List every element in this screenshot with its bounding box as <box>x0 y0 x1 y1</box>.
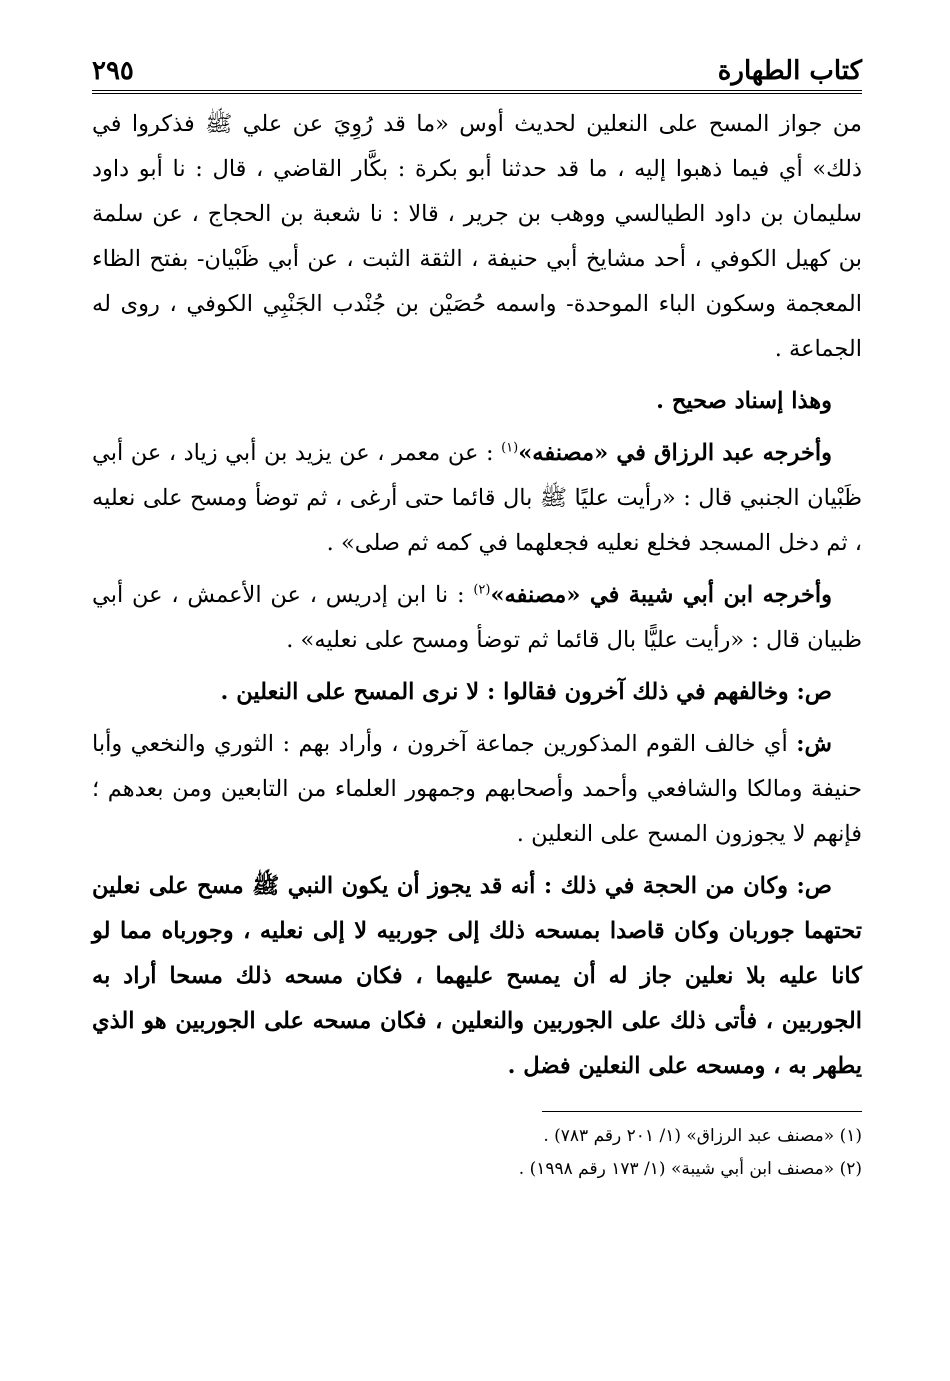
paragraph-3-lead: وأخرجه عبد الرزاق في «مصنفه» <box>518 440 832 466</box>
page-header <box>92 40 862 94</box>
paragraph-1: من جواز المسح على النعلين لحديث أوس «ما قد رُوِيَ عن علي ﷺ فذكروا في ذلك» أي فيما ذهبوا إليه ، ما قد حدثنا أبو بكرة : بكَّار القاضي ، قال : نا أبو داود سليمان بن داود الطيالسي ووهب بن جرير ، قالا : نا شعبة بن الحجاج ، عن سلمة بن كهيل الكوفي ، أحد مشايخ أبي حنيفة ، الثقة الثبت ، عن أبي ظَبْيان- بفتح الظاء المعجمة وسكون الباء الموحدة- واسمه حُصَيْن بن جُنْدب الجَنْبِي الكوفي ، روى له الجماعة . <box>92 111 862 362</box>
paragraph-4 <box>92 573 862 663</box>
main-text <box>92 102 862 1089</box>
paragraph-4-lead: وأخرجه ابن أبي شيبة في «مصنفه» <box>490 582 832 608</box>
paragraph-4-rest: : نا ابن إدريس ، عن الأعمش ، عن أبي ظبيان قال : «رأيت عليًّا بال قائما ثم توضأ ومسح على نعليه» . <box>92 582 862 653</box>
paragraph-6-lead: ش: <box>796 731 832 757</box>
paragraph-6 <box>92 722 862 857</box>
page-number: ٢٩٥ <box>92 56 134 86</box>
footnotes <box>92 1120 862 1186</box>
running-title: كتاب الطهارة <box>717 56 862 86</box>
footnote-ref-2: (٢) <box>473 582 491 598</box>
footnote-divider <box>542 1111 862 1112</box>
paragraph-3 <box>92 431 862 566</box>
book-page <box>92 40 862 1186</box>
paragraph-7: ص: وكان من الحجة في ذلك : أنه قد يجوز أن يكون النبي ﷺ مسح على نعلين تحتهما جوربان وكان قاصدا بمسحه ذلك إلى جوربيه لا إلى نعليه ، وجورباه مما لو كانا عليه بلا نعلين جاز له أن يمسح عليهما ، فكان مسحه ذلك مسحا أراد به الجوربين ، فأتى ذلك على الجوربين والنعلين ، فكان مسحه على الجوربين هو الذي يطهر به ، ومسحه على النعلين فضل . <box>92 873 862 1079</box>
footnote-2: (٢) «مصنف ابن أبي شيبة» (١/ ١٧٣ رقم ١٩٩٨) . <box>518 1159 862 1179</box>
footnote-ref-1: (١) <box>501 440 519 456</box>
paragraph-5: ص: وخالفهم في ذلك آخرون فقالوا : لا نرى المسح على النعلين . <box>220 679 832 705</box>
paragraph-3-rest: : عن معمر ، عن يزيد بن أبي زياد ، عن أبي ظَبْيان الجنبي قال : «رأيت عليًا ﷺ بال قائما حتى أرغى ، ثم توضأ ومسح على نعليه ، ثم دخل المسجد فخلع نعليه فجعلهما في كمه ثم صلى» . <box>92 440 862 556</box>
paragraph-2: وهذا إسناد صحيح . <box>656 388 832 414</box>
paragraph-6-rest: أي خالف القوم المذكورين جماعة آخرون ، وأراد بهم : الثوري والنخعي وأبا حنيفة ومالكا والشافعي وأحمد وأصحابهم وجمهور العلماء من التابعين ومن بعدهم ؛ فإنهم لا يجوزون المسح على النعلين . <box>92 731 862 847</box>
footnote-1: (١) «مصنف عبد الرزاق» (١/ ٢٠١ رقم ٧٨٣) . <box>543 1126 862 1146</box>
